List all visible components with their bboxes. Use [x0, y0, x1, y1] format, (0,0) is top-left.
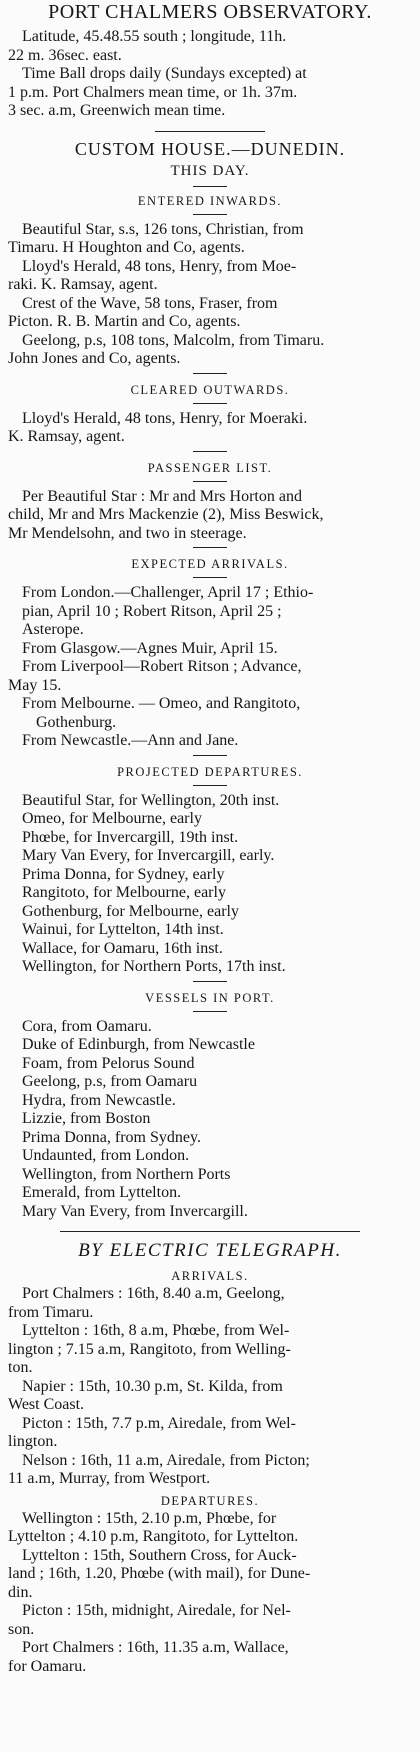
text-line: Latitude, 45.48.55 south ; longitude, 11h. — [22, 28, 287, 45]
text-line: lington ; 7.15 a.m, Rangitoto, from Welling- — [8, 1340, 291, 1358]
text-line: Asterope. — [22, 621, 84, 638]
text-line: From Glasgow.—Agnes Muir, April 15. — [22, 639, 278, 657]
list-item: Emerald, from Lyttelton. — [22, 1184, 182, 1201]
list-item: Geelong, p.s, from Oamaru — [22, 1073, 198, 1090]
text-line: Crest of the Wave, 58 tons, Fraser, from — [22, 294, 278, 312]
list-item: Wellington, for Northern Ports, 17th inst. — [22, 958, 286, 975]
text-line: Picton : 15th, 7.7 p.m, Airedale, from Wel- — [22, 1414, 296, 1432]
arrivals-heading: ARRIVALS. — [171, 1269, 249, 1283]
text-line: pian, April 10 ; Robert Ritson, April 25 ; — [22, 602, 282, 620]
text-line: ton. — [8, 1359, 33, 1376]
entered-inwards-list — [8, 221, 412, 369]
projected-departures-list — [8, 792, 412, 977]
section-divider — [193, 981, 227, 982]
section-divider — [193, 785, 227, 786]
text-line: From Newcastle.—Ann and Jane. — [22, 732, 239, 749]
passenger-list — [8, 488, 412, 544]
text-line: for Oamaru. — [8, 1657, 87, 1675]
list-item: Wellington, from Northern Ports — [22, 1165, 231, 1183]
text-line: 1 p.m. Port Chalmers mean time, or 1h. 37m. — [8, 83, 298, 101]
section-divider — [193, 373, 227, 374]
list-item: Prima Donna, for Sydney, early — [22, 865, 225, 883]
section-divider — [193, 755, 227, 756]
text-line: land ; 16th, 1.20, Phœbe (with mail), for Dune- — [8, 1565, 311, 1582]
departures-heading: DEPARTURES. — [160, 1493, 260, 1508]
list-item: Beautiful Star, for Wellington, 20th inst. — [22, 791, 280, 809]
text-line: Timaru. H Houghton and Co, agents. — [8, 239, 245, 256]
observatory-text — [8, 28, 412, 121]
text-line: From Melbourne. — Omeo, and Rangitoto, — [22, 695, 301, 712]
text-line: From Liverpool—Robert Ritson ; Advance, — [22, 658, 302, 675]
expected-arrivals-list — [8, 584, 412, 751]
text-line: Lyttelton ; 4.10 p.m, Rangitoto, for Lyttelton. — [8, 1528, 299, 1545]
list-item: Prima Donna, from Sydney. — [22, 1128, 201, 1146]
text-line: Wellington : 15th, 2.10 p.m, Phœbe, for — [22, 1509, 277, 1527]
list-item: Wainui, for Lyttelton, 14th inst. — [22, 921, 224, 938]
list-item: Wallace, for Oamaru, 16th inst. — [22, 939, 223, 957]
text-line: Geelong, p.s, 108 tons, Malcolm, from Timaru. — [22, 331, 325, 349]
text-line: raki. K. Ramsay, agent. — [8, 276, 158, 293]
text-line: Lyttelton : 16th, 8 a.m, Phœbe, from Wel- — [22, 1322, 290, 1339]
list-item: Cora, from Oamaru. — [22, 1017, 152, 1035]
text-line: lington. — [8, 1433, 58, 1450]
text-line: son. — [8, 1620, 35, 1638]
vessels-in-port-heading: VESSELS IN PORT. — [145, 990, 275, 1005]
list-item: Omeo, for Melbourne, early — [22, 810, 202, 827]
text-line: May 15. — [8, 676, 62, 694]
text-line: Lloyd's Herald, 48 tons, Henry, for Moeraki. — [22, 409, 308, 427]
list-item: Phœbe, for Invercargill, 19th inst. — [22, 828, 239, 846]
list-item: Gothenburg, for Melbourne, early — [22, 902, 239, 920]
expected-arrivals-heading: EXPECTED ARRIVALS. — [131, 557, 289, 571]
text-line: Napier : 15th, 10.30 p.m, St. Kilda, from — [22, 1377, 283, 1395]
text-line: Port Chalmers : 16th, 11.35 a.m, Wallace, — [22, 1639, 289, 1656]
text-line: Lloyd's Herald, 48 tons, Henry, from Moe- — [22, 257, 297, 275]
section-divider — [60, 1231, 360, 1232]
entered-inwards-heading: ENTERED INWARDS. — [137, 193, 283, 208]
telegraph-title: BY ELECTRIC TELEGRAPH. — [78, 1240, 342, 1261]
text-line: John Jones and Co, agents. — [8, 350, 181, 367]
text-line: 22 m. 36sec. east. — [8, 46, 122, 64]
text-line: from Timaru. — [8, 1303, 94, 1321]
custom-house-title: CUSTOM HOUSE.—DUNEDIN. — [74, 138, 346, 159]
list-item: Duke of Edinburgh, from Newcastle — [22, 1036, 255, 1053]
observatory-title: PORT CHALMERS OBSERVATORY. — [48, 1, 372, 23]
list-item: Lizzie, from Boston — [22, 1110, 151, 1127]
section-divider — [193, 481, 227, 482]
departures-list — [8, 1510, 412, 1677]
text-line: Picton. R. B. Martin and Co, agents. — [8, 313, 241, 330]
list-item: Foam, from Pelorus Sound — [22, 1054, 195, 1072]
section-divider — [193, 577, 227, 578]
section-divider — [155, 131, 265, 132]
text-line: child, Mr and Mrs Mackenzie (2), Miss Beswick, — [8, 506, 324, 523]
text-line: din. — [8, 1583, 33, 1601]
text-line: From London.—Challenger, April 17 ; Ethio- — [22, 584, 314, 601]
list-item: Rangitoto, for Melbourne, early — [22, 884, 226, 901]
vessels-in-port-list — [8, 1018, 412, 1222]
section-divider — [193, 547, 227, 548]
text-line: 11 a.m, Murray, from Westport. — [8, 1470, 211, 1487]
text-line: Picton : 15th, midnight, Airedale, for Nel- — [22, 1602, 291, 1619]
text-line: Time Ball drops daily (Sundays excepted) at — [22, 65, 307, 82]
text-line: Per Beautiful Star : Mr and Mrs Horton and — [22, 487, 302, 505]
section-divider — [193, 403, 227, 404]
custom-house-subtitle: THIS DAY. — [170, 162, 250, 179]
section-divider — [193, 1011, 227, 1012]
list-item: Undaunted, from London. — [22, 1147, 190, 1164]
section-divider — [193, 186, 227, 187]
passenger-list-heading: PASSENGER LIST. — [147, 460, 273, 475]
section-divider — [193, 214, 227, 215]
text-line: Nelson : 16th, 11 a.m, Airedale, from Picton; — [22, 1451, 310, 1469]
text-line: West Coast. — [8, 1396, 85, 1413]
text-line: Lyttelton : 15th, Southern Cross, for Auck- — [22, 1546, 297, 1564]
cleared-outwards-list — [8, 410, 412, 447]
text-line: K. Ramsay, agent. — [8, 428, 125, 445]
cleared-outwards-heading: CLEARED OUTWARDS. — [130, 382, 290, 397]
list-item: Mary Van Every, for Invercargill, early. — [22, 847, 275, 864]
section-divider — [193, 451, 227, 452]
arrivals-list — [8, 1285, 412, 1489]
text-line: Mr Mendelsohn, and two in steerage. — [8, 524, 247, 542]
list-item: Hydra, from Newcastle. — [22, 1091, 176, 1109]
text-line: Beautiful Star, s.s, 126 tons, Christian, from — [22, 220, 304, 238]
text-line: Gothenburg. — [36, 713, 117, 731]
projected-departures-heading: PROJECTED DEPARTURES. — [117, 764, 303, 779]
text-line: 3 sec. a.m, Greenwich mean time. — [8, 102, 226, 119]
text-line: Port Chalmers : 16th, 8.40 a.m, Geelong, — [22, 1285, 285, 1302]
list-item: Mary Van Every, from Invercargill. — [22, 1202, 248, 1220]
